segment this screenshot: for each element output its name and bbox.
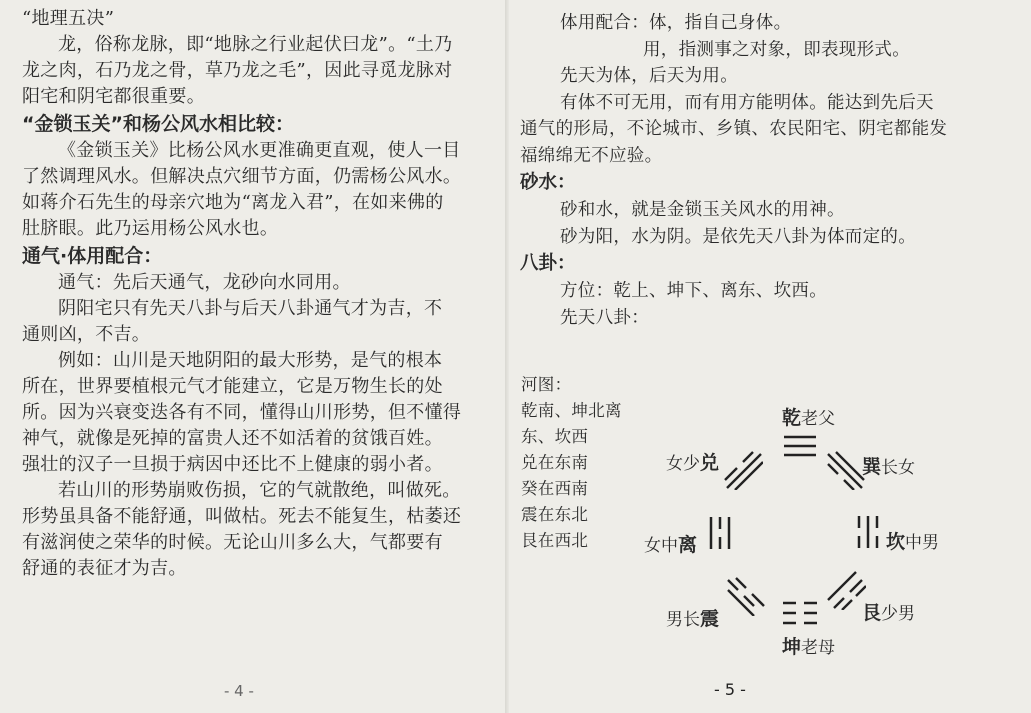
text-line: 福绵绵无不应验。 [520, 145, 663, 166]
text-line: 有体不可无用，而有用方能明体。能达到先后天 [560, 92, 934, 113]
left-page-number: - 4 - [224, 682, 254, 700]
bagua-diagram [630, 400, 990, 680]
text-line: 有滋润使之荣华的时候。无论山川多么大，气都要有 [22, 532, 443, 553]
text-line: 肚脐眼。此乃运用杨公风水也。 [22, 218, 279, 239]
hetu-list [521, 372, 631, 554]
text-line: 强壮的汉子一旦损于病因中还比不上健康的弱小者。 [22, 454, 443, 475]
book-gutter [505, 0, 509, 713]
trigram-li-icon [708, 516, 732, 550]
hetu-line: 河图： [521, 375, 572, 394]
trigram-qian-icon [783, 434, 817, 458]
text-line: 《金锁玉关》比杨公风水更准确更直观，使人一目 [58, 140, 461, 161]
text-line: 先天八卦： [560, 307, 649, 328]
trigram-label-xun: 巽长女 [862, 456, 916, 478]
text-line: 体用配合：体，指自己身体。 [560, 13, 792, 33]
trigram-xun-icon [826, 450, 866, 490]
text-line: 形势虽具备不能舒通，叫做枯。死去不能复生，枯萎还 [22, 506, 462, 527]
trigram-label-kun: 坤老母 [782, 636, 836, 658]
hetu-line: 东、坎西 [521, 427, 589, 446]
right-page-text [520, 10, 1020, 331]
trigram-label-zhen: 男长震 [666, 608, 720, 630]
text-line: 砂为阳，水为阴。是依先天八卦为体而定的。 [560, 226, 916, 247]
trigram-kan-icon [856, 514, 882, 550]
left-page-text [22, 6, 492, 582]
trigram-label-dui: 女少兑 [666, 452, 720, 474]
text-line: 所在，世界要植根元气才能建立，它是万物生长的处 [22, 376, 443, 397]
trigram-dui-icon [723, 450, 763, 490]
text-line: 通气：先后天通气，龙砂向水同用。 [58, 272, 351, 293]
text-line: 舒通的表征才为吉。 [22, 558, 187, 579]
text-line: 龙之肉，石乃龙之骨，草乃龙之毛”，因此寻觅龙脉对 [22, 60, 453, 81]
section-heading: 八卦： [520, 253, 576, 274]
hetu-line: 艮在西北 [521, 531, 589, 550]
trigram-zhen-icon [726, 576, 766, 616]
hetu-line: 癸在西南 [521, 479, 589, 498]
text-line: 通则凶，不吉。 [22, 324, 151, 345]
hetu-line: 兑在东南 [521, 453, 589, 472]
trigram-gen-icon [826, 570, 866, 610]
text-line: 用，指测事之对象，即表现形式。 [643, 39, 910, 60]
text-line: 如蒋介石先生的母亲穴地为“离龙入君”，在如来佛的 [22, 192, 444, 213]
text-line: 砂和水，就是金锁玉关风水的用神。 [560, 200, 845, 220]
hetu-line: 乾南、坤北离 [521, 401, 622, 420]
section-heading: 通气·体用配合： [22, 245, 163, 267]
text-line: 龙，俗称龙脉，即“地脉之行业起伏曰龙”。“土乃 [58, 34, 453, 55]
text-line: 先天为体，后天为用。 [560, 66, 738, 86]
right-page-number: - 5 - [714, 680, 746, 699]
trigram-label-li: 女中离 [644, 534, 698, 556]
section-heading: “金锁玉关”和杨公风水相比较： [22, 113, 294, 135]
text-line: 所。因为兴衰变迭各有不同，懂得山川形势，但不懂得 [22, 402, 462, 423]
text-line: 神气，就像是死掉的富贵人还不如活着的贫饿百姓。 [22, 428, 443, 449]
section-heading: 砂水： [520, 172, 576, 193]
trigram-label-qian: 乾老父 [782, 407, 836, 429]
text-line: “地理五决” [22, 8, 115, 29]
text-line: 方位：乾上、坤下、离东、坎西。 [560, 281, 827, 301]
text-line: 阳宅和阴宅都很重要。 [22, 86, 205, 107]
trigram-label-kan: 坎中男 [886, 531, 940, 553]
text-line: 阴阳宅只有先天八卦与后天八卦通气才为吉，不 [58, 298, 443, 319]
text-line: 例如：山川是天地阴阳的最大形势，是气的根本 [58, 350, 443, 371]
text-line: 了然调理风水。但解决点穴细节方面，仍需杨公风水。 [22, 166, 462, 187]
trigram-kun-icon [782, 600, 818, 626]
text-line: 通气的形局，不论城市、乡镇、农民阳宅、阴宅都能发 [520, 119, 948, 139]
hetu-line: 震在东北 [521, 505, 589, 524]
text-line: 若山川的形势崩败伤损，它的气就散绝，叫做死。 [58, 480, 461, 501]
trigram-label-gen: 艮少男 [862, 602, 916, 624]
